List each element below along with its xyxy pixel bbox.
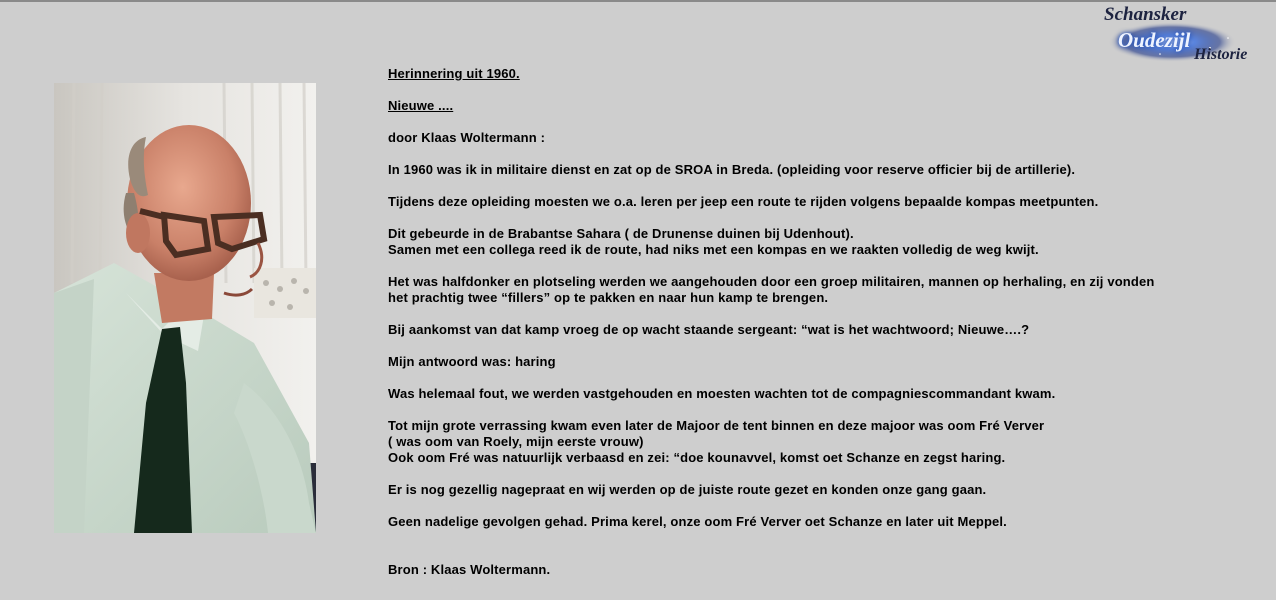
paragraph-4-line-2: het prachtig twee “fillers” op te pakken en naar hun kamp te brengen. (388, 290, 829, 305)
paragraph-3-line-2: Samen met een collega reed ik de route, had niks met een kompas en we raakten volledig de weg kwijt. (388, 242, 1039, 257)
site-logo[interactable] (1100, 4, 1272, 68)
paragraph-8-line-1: Tot mijn grote verrassing kwam even later de Majoor de tent binnen en deze majoor was oom Fré Verver (388, 418, 1045, 433)
portrait-photo (54, 83, 316, 533)
article-title: Herinnering uit 1960. (388, 66, 520, 81)
paragraph-1: In 1960 was ik in militaire dienst en zat op de SROA in Breda. (opleiding voor reserve officier bij de artillerie). (388, 162, 1076, 177)
paragraph-2: Tijdens deze opleiding moesten we o.a. leren per jeep een route te rijden volgens bepaalde kompas meetpunten. (388, 194, 1099, 209)
author-line: door Klaas Woltermann : (388, 130, 546, 145)
paragraph-9: Er is nog gezellig nagepraat en wij werden op de juiste route gezet en konden onze gang gaan. (388, 482, 987, 497)
article-body (388, 66, 1268, 594)
top-rule (0, 0, 1276, 2)
paragraph-8-line-2: ( was oom van Roely, mijn eerste vrouw) (388, 434, 644, 449)
source-line: Bron : Klaas Woltermann. (388, 562, 551, 577)
paragraph-10: Geen nadelige gevolgen gehad. Prima kerel, onze oom Fré Verver oet Schanze en later uit Meppel. (388, 514, 1007, 529)
paragraph-5: Bij aankomst van dat kamp vroeg de op wacht staande sergeant: “wat is het wachtwoord; Nieuwe….? (388, 322, 1030, 337)
paragraph-6: Mijn antwoord was: haring (388, 354, 556, 369)
article-subtitle: Nieuwe .... (388, 98, 454, 113)
logo-word-historie: Historie (1194, 46, 1248, 63)
paragraph-3-line-1: Dit gebeurde in de Brabantse Sahara ( de Drunense duinen bij Udenhout). (388, 226, 854, 241)
paragraph-8-line-3: Ook oom Fré was natuurlijk verbaasd en zei: “doe kounavvel, komst oet Schanze en zegst haring. (388, 450, 1006, 465)
logo-word-schansker: Schansker (1104, 4, 1187, 25)
paragraph-7: Was helemaal fout, we werden vastgehouden en moesten wachten tot de compagniescommandant kwam. (388, 386, 1056, 401)
portrait-illustration (54, 83, 316, 533)
logo-word-oudezijl: Oudezijl (1118, 28, 1191, 52)
paragraph-4-line-1: Het was halfdonker en plotseling werden we aangehouden door een groep militairen, mannen op herhaling, en zij vonden (388, 274, 1155, 289)
